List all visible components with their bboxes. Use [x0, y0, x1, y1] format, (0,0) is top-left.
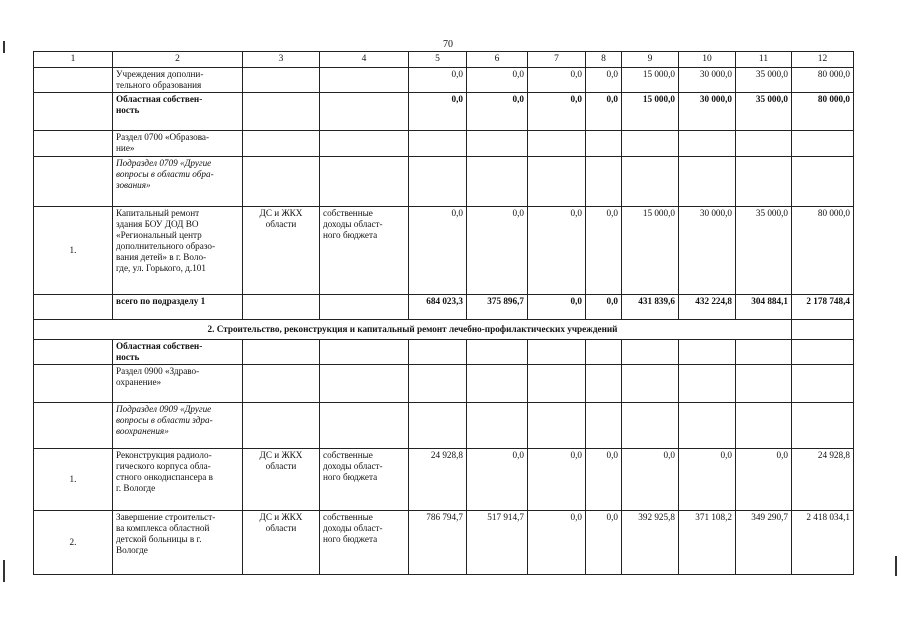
col-header: 8 [586, 52, 622, 68]
scan-mark [3, 41, 5, 53]
value-cell: 15 000,0 [622, 207, 679, 295]
row-source: собственные доходы област- ного бюджета [320, 511, 409, 575]
value-cell: 375 896,7 [467, 295, 528, 320]
row-name: Реконструкция радиоло- гического корпуса обла- стного онкодиспансера в г. Вологде [113, 449, 243, 511]
row-name: Завершение строительст- ва комплекса областной детской больницы в г. Вологде [113, 511, 243, 575]
col-header: 3 [243, 52, 320, 68]
value-cell: 0,0 [467, 68, 528, 93]
value-cell: 35 000,0 [736, 93, 792, 131]
budget-table [33, 51, 854, 575]
value-cell: 0,0 [586, 449, 622, 511]
table-row [34, 449, 854, 511]
value-cell: 431 839,6 [622, 295, 679, 320]
row-number: 1. [34, 449, 113, 511]
value-cell: 35 000,0 [736, 68, 792, 93]
table-row [34, 340, 854, 365]
header-row [34, 52, 854, 68]
value-cell: 0,0 [528, 207, 586, 295]
table-row [34, 157, 854, 207]
value-cell: 24 928,8 [792, 449, 854, 511]
row-name: Областная собствен- ность [113, 93, 243, 131]
col-header: 5 [409, 52, 467, 68]
col-header: 10 [679, 52, 736, 68]
row-source: собственные доходы област- ного бюджета [320, 449, 409, 511]
value-cell: 0,0 [528, 449, 586, 511]
value-cell: 0,0 [586, 68, 622, 93]
value-cell: 392 925,8 [622, 511, 679, 575]
row-source: собственные доходы област- ного бюджета [320, 207, 409, 295]
page-number: 70 [443, 39, 453, 50]
value-cell: 0,0 [679, 449, 736, 511]
row-executor [243, 93, 320, 131]
row-source [320, 93, 409, 131]
row-name: Областная собствен- ность [113, 340, 243, 365]
subtotal-row [34, 295, 854, 320]
value-cell: 30 000,0 [679, 207, 736, 295]
col-header: 12 [792, 52, 854, 68]
scan-mark [895, 556, 897, 576]
value-cell: 0,0 [586, 93, 622, 131]
value-cell: 80 000,0 [792, 207, 854, 295]
value-cell: 304 884,1 [736, 295, 792, 320]
table-row [34, 207, 854, 295]
value-cell: 0,0 [736, 449, 792, 511]
value-cell: 684 023,3 [409, 295, 467, 320]
value-cell: 0,0 [409, 207, 467, 295]
col-header: 11 [736, 52, 792, 68]
value-cell: 0,0 [528, 68, 586, 93]
value-cell: 0,0 [586, 511, 622, 575]
value-cell: 0,0 [586, 207, 622, 295]
value-cell: 432 224,8 [679, 295, 736, 320]
value-cell: 15 000,0 [622, 93, 679, 131]
value-cell: 0,0 [409, 68, 467, 93]
value-cell: 0,0 [528, 295, 586, 320]
col-header: 1 [34, 52, 113, 68]
row-number [34, 93, 113, 131]
table-row [34, 131, 854, 157]
value-cell: 786 794,7 [409, 511, 467, 575]
value-cell: 30 000,0 [679, 93, 736, 131]
row-source [320, 68, 409, 93]
table-row [34, 93, 854, 131]
value-cell: 15 000,0 [622, 68, 679, 93]
table-row [34, 68, 854, 93]
row-number: 2. [34, 511, 113, 575]
value-cell: 24 928,8 [409, 449, 467, 511]
value-cell: 80 000,0 [792, 93, 854, 131]
value-cell: 0,0 [622, 449, 679, 511]
col-header: 2 [113, 52, 243, 68]
row-name: Раздел 0900 «Здраво- охранение» [113, 365, 243, 403]
col-header: 9 [622, 52, 679, 68]
value-cell: 0,0 [528, 93, 586, 131]
scan-mark [3, 560, 5, 582]
row-executor: ДС и ЖКХ области [243, 449, 320, 511]
value-cell: 35 000,0 [736, 207, 792, 295]
value-cell: 30 000,0 [679, 68, 736, 93]
row-executor: ДС и ЖКХ области [243, 207, 320, 295]
table-row [34, 511, 854, 575]
value-cell: 349 290,7 [736, 511, 792, 575]
row-executor: ДС и ЖКХ области [243, 511, 320, 575]
row-number: 1. [34, 207, 113, 295]
section-row [34, 320, 854, 340]
value-cell: 0,0 [467, 93, 528, 131]
row-name: Капитальный ремонт здания БОУ ДОД ВО «Региональный центр дополнительного образо- вания детей» в г. Воло- где, ул. Горького, д.101 [113, 207, 243, 295]
row-name: Раздел 0700 «Образова- ние» [113, 131, 243, 157]
row-number [34, 68, 113, 93]
value-cell: 2 178 748,4 [792, 295, 854, 320]
value-cell: 0,0 [528, 511, 586, 575]
value-cell: 371 108,2 [679, 511, 736, 575]
row-name: Учреждения дополни- тельного образования [113, 68, 243, 93]
value-cell: 80 000,0 [792, 68, 854, 93]
table-row [34, 403, 854, 449]
col-header: 4 [320, 52, 409, 68]
value-cell: 517 914,7 [467, 511, 528, 575]
section-title: 2. Строительство, реконструкция и капитальный ремонт лечебно-профилактических учреждений [34, 320, 792, 340]
col-header: 6 [467, 52, 528, 68]
row-name: Подраздел 0709 «Другие вопросы в области обра- зования» [113, 157, 243, 207]
value-cell: 0,0 [467, 207, 528, 295]
table-row [34, 365, 854, 403]
value-cell: 0,0 [467, 449, 528, 511]
value-cell: 0,0 [586, 295, 622, 320]
value-cell: 0,0 [409, 93, 467, 131]
row-name: всего по подразделу 1 [113, 295, 243, 320]
col-header: 7 [528, 52, 586, 68]
row-executor [243, 68, 320, 93]
value-cell: 2 418 034,1 [792, 511, 854, 575]
row-name: Подраздел 0909 «Другие вопросы в области здра- воохранения» [113, 403, 243, 449]
